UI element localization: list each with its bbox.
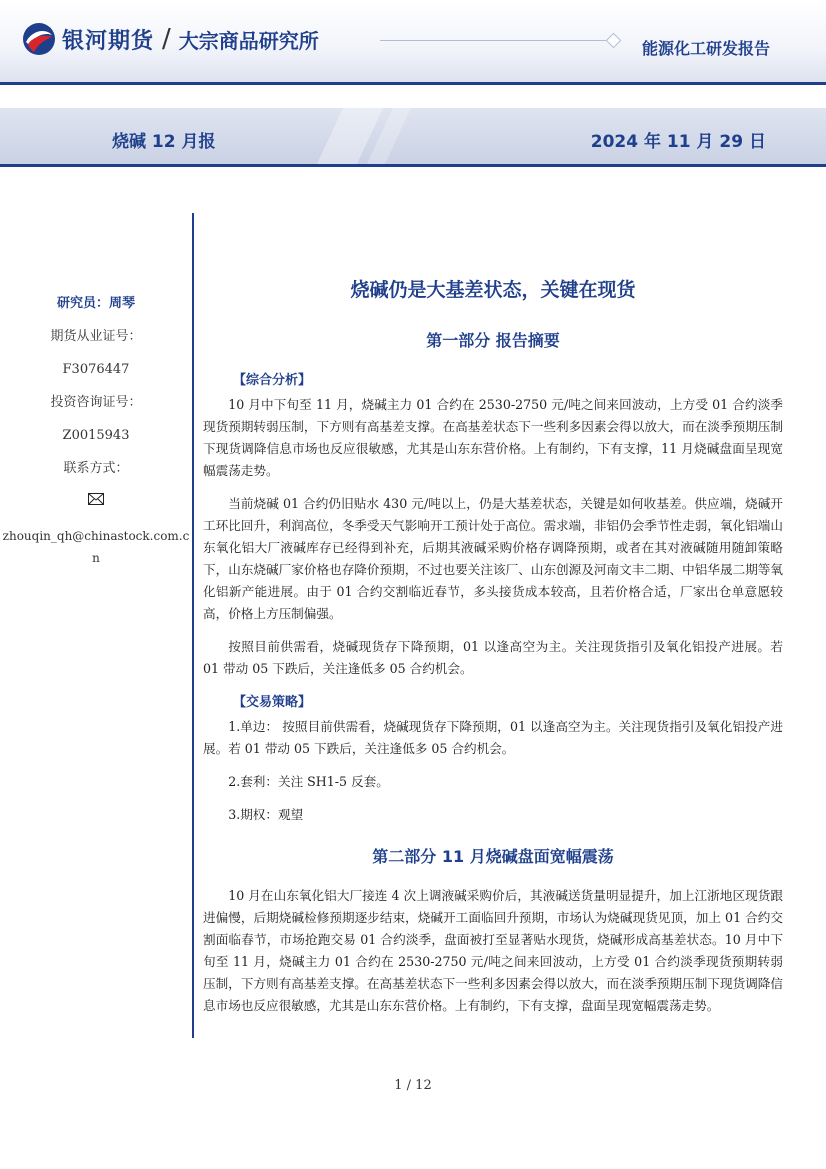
mail-icon (88, 493, 104, 505)
report-title: 烧碱仍是大基差状态，关键在现货 (350, 279, 636, 301)
mail-icon-row (0, 492, 192, 525)
section-2-paragraph: 10 月在山东氧化铝大厂接连 4 次上调液碱采购价后，其液碱送货量明显提升，加上江浙地区现货跟进偏慢，后期烧碱检修预期逐步结束，烧碱开工面临回升预期，市场认为烧碱现货见顶，加上 01 合约交割面临春节，市场抢跑交易 01 合约淡季，盘面被打至显著贴水现货，烧碱形成高基差状态。10 月中下旬至 11 月，烧碱主力 01 合约在 2530-2750 元/吨之间来回波动，上方受 01 合约淡季现货预期转弱压制，下方则有高基差支撑。在高基差状态下一些利多因素会得以放大，而在淡季预期压制下现货调降信息市场也反应很敏感，尤其是山东东营价格。上有制约，下有支撑，盘面呈现宽幅震荡走势。 (203, 888, 783, 1013)
brand-separator: / (162, 24, 171, 54)
title-band-rule (0, 164, 826, 167)
section-2-title: 第二部分 11 月烧碱盘面宽幅震荡 (372, 847, 614, 866)
analysis-paragraph: 10 月中下旬至 11 月，烧碱主力 01 合约在 2530-2750 元/吨之间来回波动，上方受 01 合约淡季现货预期转弱压制，下方则有高基差支撑。在高基差状态下一些利多因素会得以放大，而在淡季预期压制下现货调降信息市场也反应很敏感，尤其是山东东营价格。上有制约，下有支撑，11 月烧碱盘面呈现宽幅震荡走势。 (203, 397, 783, 478)
analysis-paragraph: 当前烧碱 01 合约仍旧贴水 430 元/吨以上，仍是大基差状态，关键是如何收基差。供应端，烧碱开工环比回升，利润高位，冬季受天气影响开工预计处于高位。需求端，非铝仍会季节性走弱，氧化铝端山东氧化铝大厂液碱库存已经得到补充，后期其液碱采购价格存调降预期，或者在其对液碱随用随卸策略下，山东烧碱厂家价格也存降价预期，不过也要关注该厂、山东创源及河南文丰二期、中铝华晟二期等氧化铝新产能进展。由于 01 合约交割临近春节，多头接货成本较高，且若价格合适，厂家出仓单意愿较高，价格上方压制偏强。 (203, 496, 783, 621)
futures-cert-number: F3076447 (62, 362, 130, 377)
analysis-paragraph: 按照目前供需看，烧碱现货存下降预期，01 以逢高空为主。关注现货指引及氧化铝投产进展。若 01 带动 05 下跌后，关注逢低多 05 合约机会。 (203, 639, 783, 676)
galaxy-logo-icon (22, 22, 56, 56)
product-label: 烧碱 12 月报 (112, 132, 216, 152)
email-link[interactable]: zhouqin_qh@chinastock.com.cn (2, 529, 190, 565)
futures-cert-label: 期货从业证号： (50, 329, 142, 344)
report-type: 能源化工研发报告 (641, 39, 770, 58)
page-number: 1 / 12 (394, 1078, 432, 1093)
report-date: 2024 年 11 月 29 日 (590, 132, 766, 152)
header-rule (0, 82, 826, 85)
contact-label: 联系方式： (63, 461, 129, 476)
brand-name: 银河期货 (62, 28, 155, 54)
section-1-title: 第一部分 报告摘要 (426, 331, 560, 350)
header-deco-line (380, 40, 612, 41)
institute-name: 大宗商品研究所 (178, 28, 319, 53)
consult-cert-label: 投资咨询证号： (50, 395, 142, 410)
strategy-item: 3.期权：观望 (228, 807, 304, 822)
main-content (203, 270, 783, 1028)
sidebar (0, 294, 192, 569)
analysis-heading: 【综合分析】 (233, 373, 312, 388)
strategy-heading: 【交易策略】 (233, 695, 312, 710)
strategy-item: 2.套利：关注 SH1-5 反套。 (228, 774, 389, 789)
consult-cert-number: Z0015943 (62, 428, 130, 443)
header-logo (22, 22, 319, 56)
strategy-item: 1.单边： 按照目前供需看，烧碱现货存下降预期，01 以逢高空为主。关注现货指引及氧化铝投产进展。若 01 带动 05 下跌后，关注逢低多 05 合约机会。 (203, 719, 783, 756)
sidebar-divider (192, 213, 194, 1038)
researcher-name: 研究员：周琴 (56, 296, 135, 311)
